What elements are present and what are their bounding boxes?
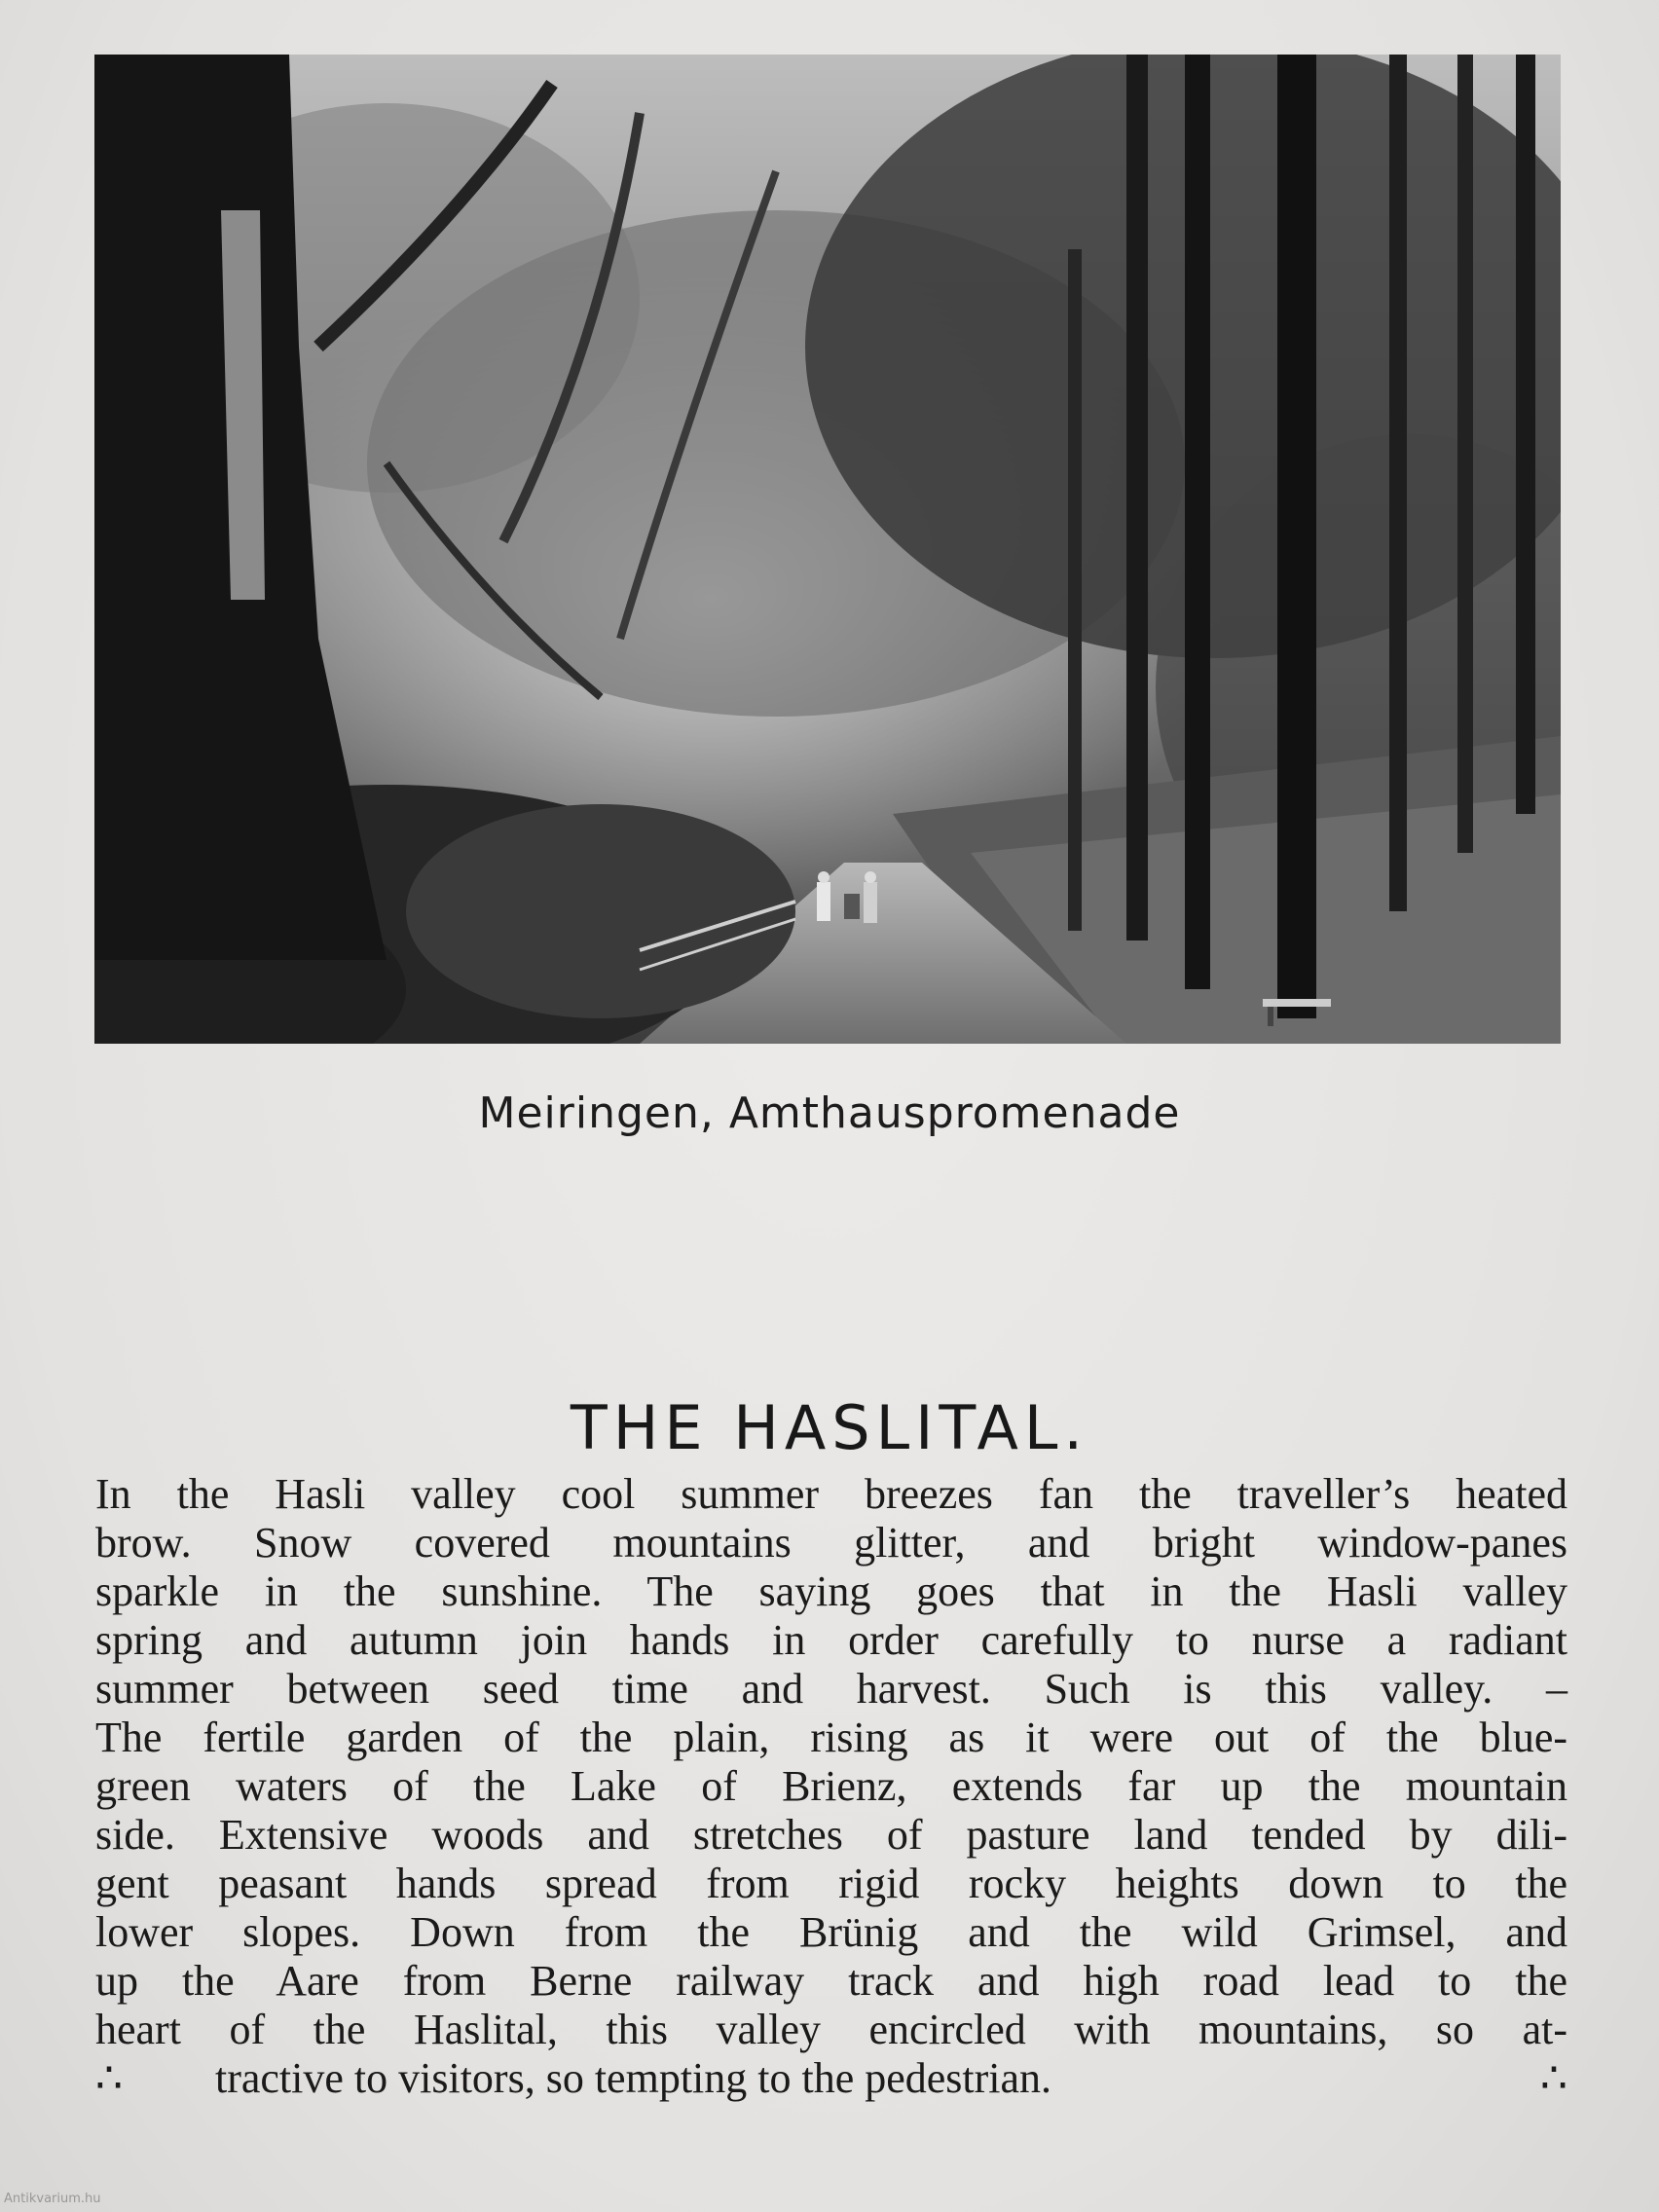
body-line: The fertile garden of the plain, rising as it were out of the blue- xyxy=(95,1714,1567,1761)
body-line: summer between seed time and harvest. Such is this valley. – xyxy=(95,1665,1567,1713)
body-line: heart of the Haslital, this valley encircled with mountains, so at- xyxy=(95,2006,1567,2053)
body-line: spring and autumn join hands in order carefully to nurse a radiant xyxy=(95,1616,1567,1664)
ornament-left: ∴ xyxy=(95,2054,123,2102)
body-paragraph xyxy=(95,1470,1567,2103)
body-line: green waters of the Lake of Brienz, extends far up the mountain xyxy=(95,1762,1567,1810)
body-line: up the Aare from Berne railway track and high road lead to the xyxy=(95,1957,1567,2005)
watermark: Antikvarium.hu xyxy=(4,2192,101,2206)
meiringen-promenade-photo xyxy=(94,55,1561,1044)
body-line: sparkle in the sunshine. The saying goes that in the Hasli valley xyxy=(95,1567,1567,1615)
section-heading: THE HASLITAL. xyxy=(570,1392,1089,1463)
body-line-final: tractive to visitors, so tempting to the pedestrian. xyxy=(215,2054,1052,2102)
body-line: side. Extensive woods and stretches of pasture land tended by dili- xyxy=(95,1811,1567,1859)
photo-caption: Meiringen, Amthauspromenade xyxy=(478,1088,1181,1138)
ornament-right: ∴ xyxy=(1540,2054,1567,2102)
body-line: In the Hasli valley cool summer breezes fan the traveller’s heated xyxy=(95,1470,1567,1518)
body-line: brow. Snow covered mountains glitter, and bright window-panes xyxy=(95,1519,1567,1567)
body-line: gent peasant hands spread from rigid rocky heights down to the xyxy=(95,1860,1567,1907)
body-last-line xyxy=(95,2054,1567,2103)
forest-path-image xyxy=(94,55,1561,1044)
body-line: lower slopes. Down from the Brünig and the wild Grimsel, and xyxy=(95,1908,1567,1956)
